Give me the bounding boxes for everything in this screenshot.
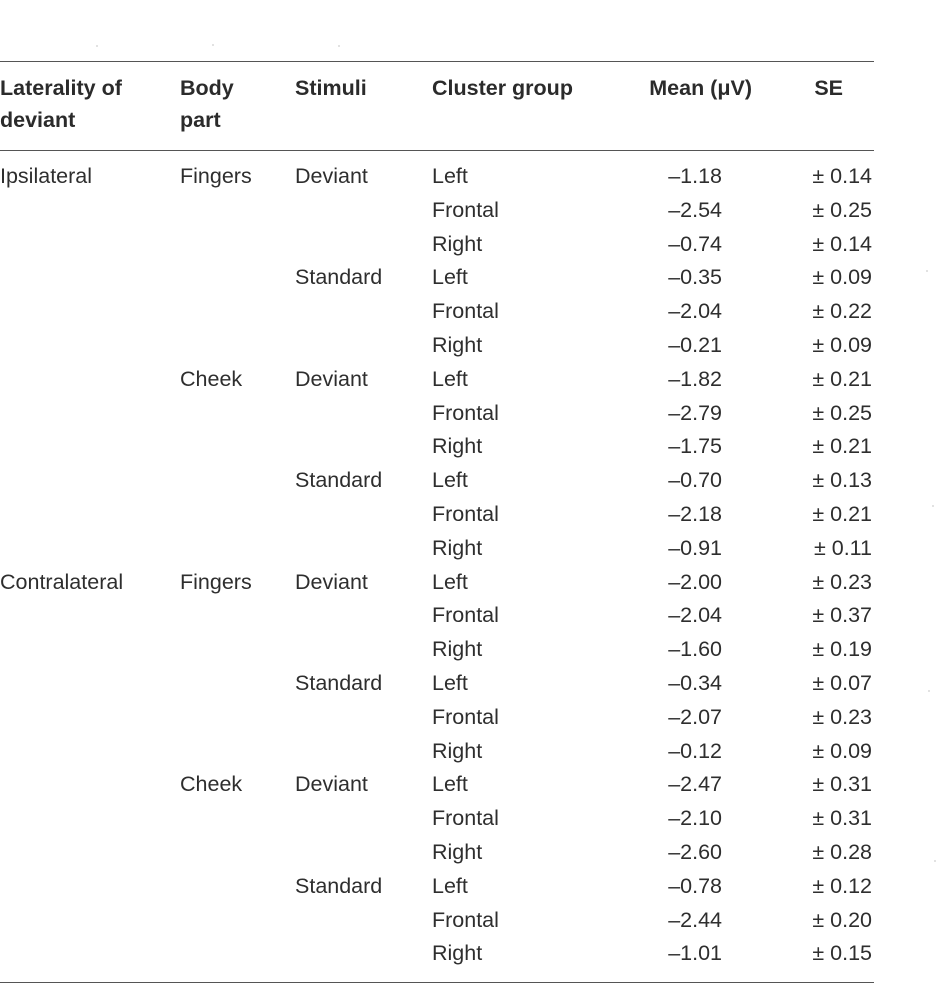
table-row: [0, 329, 874, 363]
table-row: [0, 464, 874, 498]
cell-cluster-group: Frontal: [432, 907, 499, 932]
table-row: [0, 667, 874, 701]
table-row: [0, 735, 874, 769]
cell-mean: –1.60: [668, 637, 722, 662]
table-row: [0, 194, 874, 228]
cell-mean: –2.04: [668, 299, 722, 324]
cell-cluster-group: Left: [432, 265, 468, 290]
cell-se: ± 0.23: [812, 569, 872, 594]
cell-se: ± 0.14: [812, 231, 872, 256]
cell-mean: –1.75: [668, 434, 722, 459]
cell-stimuli: Deviant: [295, 366, 368, 391]
table-body: [0, 160, 874, 971]
table-row: [0, 397, 874, 431]
table-bottom-rule: [0, 982, 874, 983]
cell-cluster-group: Frontal: [432, 603, 499, 628]
cell-cluster-group: Right: [432, 535, 483, 560]
cell-stimuli: Standard: [295, 265, 383, 290]
cell-cluster-group: Left: [432, 772, 468, 797]
cell-mean: –1.01: [668, 941, 722, 966]
table-row: [0, 802, 874, 836]
cell-cluster-group: Frontal: [432, 400, 499, 425]
cell-stimuli: Deviant: [295, 164, 368, 188]
cell-cluster-group: Right: [432, 434, 483, 459]
cell-mean: –2.47: [668, 772, 722, 797]
cell-cluster-group: Right: [432, 231, 483, 256]
cell-cluster-group: Left: [432, 366, 468, 391]
cell-se: ± 0.15: [812, 941, 872, 966]
table-row: [0, 160, 874, 194]
table-row: [0, 904, 874, 938]
cell-cluster-group: Frontal: [432, 704, 499, 729]
header-cluster-group: Cluster group: [432, 76, 573, 100]
table-row: [0, 295, 874, 329]
cell-cluster-group: Left: [432, 164, 468, 188]
cell-body-part: Cheek: [180, 366, 243, 391]
cell-se: ± 0.31: [812, 806, 872, 831]
header-mean: Mean (μV): [649, 76, 752, 100]
table-row: [0, 363, 874, 397]
cell-mean: –1.18: [668, 164, 722, 188]
cell-cluster-group: Frontal: [432, 299, 499, 324]
cell-mean: –2.60: [668, 839, 722, 864]
cell-se: ± 0.19: [812, 637, 872, 662]
cell-se: ± 0.28: [812, 839, 872, 864]
header-stimuli: Stimuli: [295, 76, 367, 100]
cell-mean: –0.70: [668, 468, 722, 493]
cell-cluster-group: Right: [432, 332, 483, 357]
table-row: [0, 430, 874, 464]
header-laterality: Laterality of deviant: [0, 76, 122, 132]
cell-mean: –2.10: [668, 806, 722, 831]
cell-cluster-group: Left: [432, 569, 468, 594]
cell-se: ± 0.07: [812, 670, 872, 695]
cell-mean: –0.91: [668, 535, 722, 560]
cell-mean: –2.07: [668, 704, 722, 729]
cell-se: ± 0.31: [812, 772, 872, 797]
header-se: SE: [814, 76, 843, 100]
cell-se: ± 0.22: [812, 299, 872, 324]
cell-body-part: Cheek: [180, 772, 243, 797]
cell-body-part: Fingers: [180, 569, 252, 594]
cell-mean: –0.74: [668, 231, 722, 256]
cell-laterality: Contralateral: [0, 569, 124, 594]
cell-se: ± 0.13: [812, 468, 872, 493]
cell-cluster-group: Right: [432, 941, 483, 966]
cell-mean: –2.00: [668, 569, 722, 594]
cell-se: ± 0.12: [812, 873, 872, 898]
scan-speck: [926, 270, 928, 272]
cell-mean: –0.35: [668, 265, 722, 290]
table-row: [0, 937, 874, 971]
cell-laterality: Ipsilateral: [0, 164, 93, 188]
table-row: [0, 836, 874, 870]
cell-se: ± 0.21: [812, 366, 872, 391]
scan-speck: [932, 505, 934, 507]
cell-se: ± 0.20: [812, 907, 872, 932]
cell-se: ± 0.14: [812, 164, 872, 188]
cell-mean: –2.54: [668, 197, 722, 222]
table-row: [0, 498, 874, 532]
cell-stimuli: Deviant: [295, 569, 368, 594]
cell-mean: –2.04: [668, 603, 722, 628]
cell-mean: –0.78: [668, 873, 722, 898]
cell-se: ± 0.09: [812, 332, 872, 357]
cell-se: ± 0.21: [812, 501, 872, 526]
cell-cluster-group: Right: [432, 738, 483, 763]
table-row: [0, 261, 874, 295]
cell-stimuli: Standard: [295, 670, 383, 695]
table-row: [0, 701, 874, 735]
cell-se: ± 0.25: [812, 400, 872, 425]
table-row: [0, 532, 874, 566]
cell-se: ± 0.09: [812, 738, 872, 763]
table-row: [0, 566, 874, 600]
header-body-part: Body part: [180, 76, 234, 132]
cell-se: ± 0.11: [813, 535, 872, 560]
cell-se: ± 0.21: [812, 434, 872, 459]
cell-stimuli: Standard: [295, 873, 383, 898]
cell-mean: –2.18: [668, 501, 722, 526]
cell-cluster-group: Left: [432, 468, 468, 493]
scan-speck: [928, 690, 930, 692]
cell-mean: –1.82: [668, 366, 722, 391]
cell-mean: –0.34: [668, 670, 722, 695]
scan-speck: [934, 860, 936, 862]
scan-speck: [96, 45, 98, 47]
cell-mean: –2.79: [668, 400, 722, 425]
table-row: [0, 768, 874, 802]
cell-se: ± 0.25: [812, 197, 872, 222]
table-row: [0, 633, 874, 667]
cell-stimuli: Deviant: [295, 772, 368, 797]
cell-mean: –2.44: [668, 907, 722, 932]
cell-cluster-group: Left: [432, 873, 468, 898]
cell-mean: –0.21: [668, 332, 722, 357]
table-row: [0, 599, 874, 633]
cell-cluster-group: Frontal: [432, 197, 499, 222]
cell-mean: –0.12: [668, 738, 722, 763]
cell-cluster-group: Frontal: [432, 806, 499, 831]
scan-speck: [212, 44, 214, 46]
cell-se: ± 0.23: [812, 704, 872, 729]
cell-cluster-group: Left: [432, 670, 468, 695]
cell-cluster-group: Frontal: [432, 501, 499, 526]
scan-speck: [338, 45, 340, 47]
table-header-rule: [0, 150, 874, 151]
table-row: [0, 228, 874, 262]
cell-body-part: Fingers: [180, 164, 252, 188]
cell-se: ± 0.09: [812, 265, 872, 290]
cell-cluster-group: Right: [432, 637, 483, 662]
cell-stimuli: Standard: [295, 468, 383, 493]
table-top-rule: [0, 61, 874, 62]
cell-se: ± 0.37: [812, 603, 872, 628]
table-row: [0, 870, 874, 904]
cell-cluster-group: Right: [432, 839, 483, 864]
